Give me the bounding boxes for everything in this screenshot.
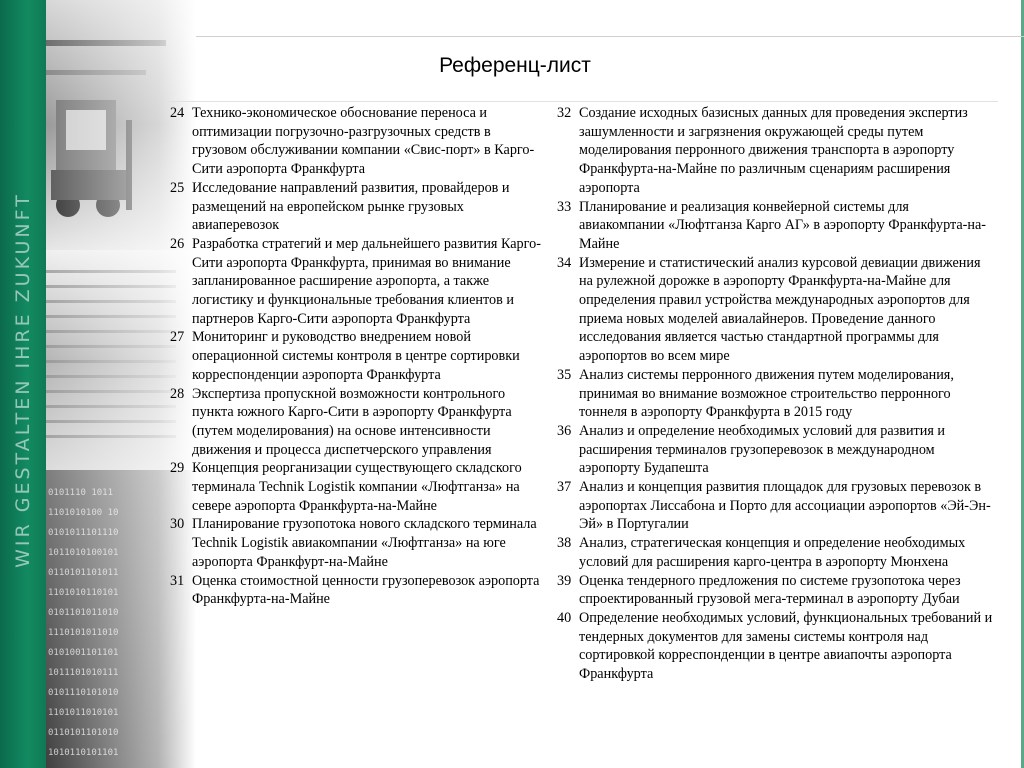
reference-item [557, 422, 997, 478]
reference-number: 30 [170, 516, 185, 533]
reference-text: Анализ, стратегическая концепция и определение необходимых условий для расширения карго-центра в аэропорту Мюнхена [579, 535, 966, 570]
reference-text: Анализ и определение необходимых условий для развития и расширения терминалов грузоперевозок в международном аэропорту Будапешта [579, 422, 946, 477]
reference-item [557, 609, 997, 684]
reference-item [557, 534, 997, 571]
reference-item [170, 572, 542, 609]
reference-item [557, 254, 997, 366]
reference-text: Технико-экономическое обоснование переноса и оптимизации погрузочно-разгрузочных средств в грузовом обслуживании компании «Свис-порт» в Карго-Сити аэропорта Франкфурта [192, 105, 535, 178]
reference-text: Оценка стоимостной ценности грузоперевозок аэропорта Франкфурта-на-Майне [192, 572, 540, 608]
reference-number: 25 [170, 179, 185, 196]
reference-number: 40 [557, 609, 572, 626]
reference-text: Разработка стратегий и мер дальнейшего развития Карго-Сити аэропорта Франкфурта, принимая во внимание запланированное расширение аэропорта, а также логистику и функциональные требования клиентов и партнеров Карго-Сити аэропорта Франкфурта [192, 235, 541, 327]
reference-item [170, 235, 542, 329]
reference-number: 39 [557, 572, 572, 589]
reference-text: Планирование и реализация конвейерной системы для авиакомпании «Люфтганза Карго АГ» в аэропорту Франкфурта-на-Майне [579, 198, 987, 252]
reference-number: 26 [170, 235, 185, 252]
reference-item [557, 366, 997, 422]
reference-number: 28 [170, 385, 185, 402]
reference-item [170, 104, 542, 179]
reference-text: Исследование направлений развития, провайдеров и размещений на европейском рынке грузовых авиаперевозок [192, 179, 510, 234]
reference-number: 38 [557, 535, 572, 552]
reference-text: Анализ системы перронного движения путем моделирования, принимая во внимание возможное строительство перронного тоннеля в аэропорту Франкфурта в 2015 году [579, 366, 954, 421]
reference-number: 33 [557, 198, 572, 215]
references-left-column [170, 104, 542, 609]
reference-text: Определение необходимых условий, функциональных требований и тендерных документов для замены системы контроля над сортировкой корреспонденции в центре авиапочты аэропорта Франкфурта [579, 609, 993, 683]
reference-item [170, 515, 542, 571]
reference-item [557, 198, 997, 254]
reference-text: Экспертиза пропускной возможности контрольного пункта южного Карго-Сити в аэропорту Франкфурта (путем моделирования) на основе интенсивности движения и процесса диспетчерского управления [192, 385, 512, 458]
reference-number: 37 [557, 479, 572, 496]
top-rule [196, 36, 1024, 37]
reference-text: Мониторинг и руководство внедрением новой операционной системы контроля в центре сортировки корреспонденции аэропорта Франкфурта [192, 329, 520, 383]
vertical-slogan-text: WIR GESTALTEN IHRE ZUKUNFT [12, 192, 34, 568]
reference-number: 31 [170, 572, 185, 589]
reference-item [557, 572, 997, 609]
vertical-slogan [4, 80, 42, 680]
title-rule [168, 101, 998, 102]
reference-number: 29 [170, 460, 185, 477]
reference-item [557, 478, 997, 534]
reference-item [170, 179, 542, 235]
reference-text: Создание исходных базисных данных для проведения экспертиз зашумленности и загрязнения окружающей среды путем моделирования перронного движения транспорта в аэропорту Франкфурта-на-Майне по различным сценариям расширения аэропорта [579, 105, 968, 196]
reference-text: Оценка тендерного предложения по системе грузопотока через спроектированный грузовой мега-терминал в аэропорту Дубаи [579, 572, 961, 608]
reference-number: 27 [170, 329, 185, 346]
reference-item [170, 459, 542, 515]
reference-number: 35 [557, 366, 572, 383]
reference-item [170, 328, 542, 384]
reference-text: Анализ и концепция развития площадок для грузовых перевозок в аэропортах Лиссабона и Порто для ассоциации аэропортов «Эй-Эн-Эй» в Португалии [579, 479, 991, 533]
reference-item [170, 385, 542, 460]
reference-text: Концепция реорганизации существующего складского терминала Technik Logistik компании «Люфтганза» на севере аэропорта Франкфурта-на-Майне [192, 460, 522, 514]
reference-text: Планирование грузопотока нового складского терминала Technik Logistik авиакомпании «Люфтганза» на юге аэропорта Франкфурт-на-Майне [192, 516, 537, 570]
reference-number: 24 [170, 105, 185, 121]
reference-text: Измерение и статистический анализ курсовой девиации движения на рулежной дорожке в аэропорту Франкфурта-на-Майне для определения правил устройства международных аэропортов для приема новых моделей авиалайнеров. Проведение данного исследования является частью стандартной программы для аэропортов во всем мире [579, 254, 981, 365]
references-right-column [557, 104, 997, 684]
page-title: Референц-лист [439, 54, 591, 77]
reference-number: 34 [557, 254, 572, 271]
reference-number: 36 [557, 422, 572, 439]
reference-number: 32 [557, 105, 572, 121]
reference-item [557, 104, 997, 198]
